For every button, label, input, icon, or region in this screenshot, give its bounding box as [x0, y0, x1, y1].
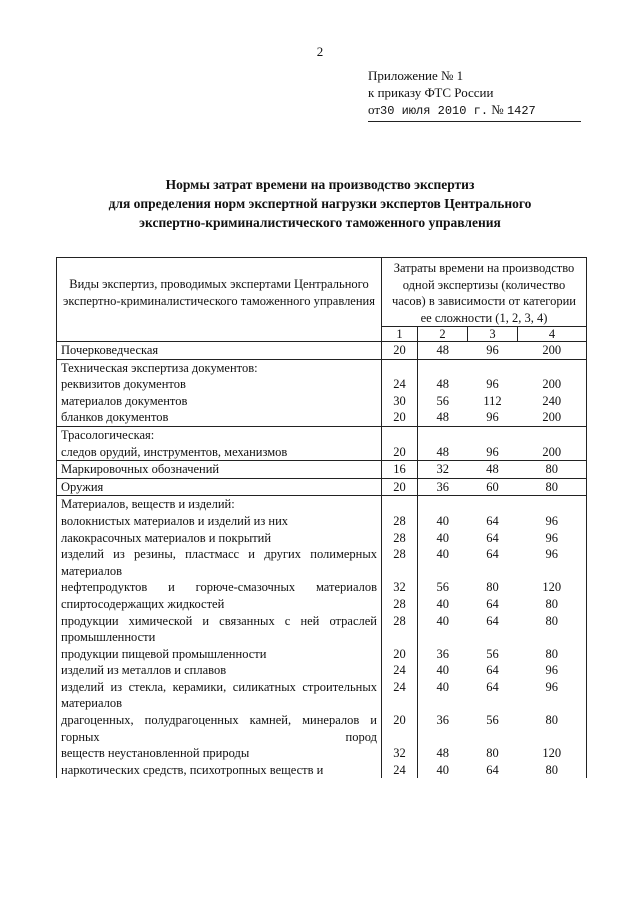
header-category-4: 4: [518, 327, 587, 342]
expertise-name: нефтепродуктов и горюче-смазочных материалов: [57, 579, 382, 596]
hours-category-3: 60: [468, 478, 518, 496]
hours-category-1: [382, 426, 418, 443]
hours-category-2: 48: [436, 377, 449, 392]
title-line1: Нормы затрат времени на производство экспертиз: [165, 177, 475, 192]
expertise-name: материалов документов: [57, 393, 382, 410]
hours-category-3: 56: [486, 646, 499, 661]
table-row: [57, 496, 587, 513]
hours-category-2: 40: [436, 547, 449, 562]
hours-category-1: 24: [382, 662, 418, 679]
hours-category-4: 80: [518, 596, 587, 613]
hours-category-1: 28: [382, 613, 418, 646]
table-row: [57, 513, 587, 530]
header-category-3: 3: [468, 327, 518, 342]
expertise-name: веществ неустановленной природы: [57, 745, 382, 762]
hours-category-4: 200: [518, 376, 587, 393]
hours-category-2: 48: [418, 409, 468, 426]
table-row: [57, 342, 587, 360]
hours-category-1: 20: [382, 478, 418, 496]
header-expertise-types: Виды экспертиз, проводимых экспертами Центрального экспертно-криминалистического таможенного управления: [57, 258, 382, 342]
expertise-name: бланков документов: [57, 409, 382, 426]
hours-category-1: 20: [382, 342, 418, 360]
hours-category-2: [418, 426, 468, 443]
hours-category-3: 64: [486, 663, 499, 678]
hours-category-4: 80: [518, 712, 587, 745]
hours-category-2: 36: [436, 646, 449, 661]
expertise-name: следов орудий, инструментов, механизмов: [57, 444, 382, 461]
order-date: 30 июля 2010 г.: [380, 104, 489, 118]
table-row: [57, 762, 587, 779]
table-row: [57, 546, 587, 579]
hours-category-3: 80: [486, 580, 499, 595]
expertise-name: Техническая экспертиза документов:: [57, 359, 382, 376]
hours-category-4: 120: [518, 579, 587, 596]
expertise-name: реквизитов документов: [57, 376, 382, 393]
hours-category-2: 48: [436, 746, 449, 761]
hours-category-3: 64: [486, 762, 499, 777]
hours-category-3: [468, 426, 518, 443]
table-row: [57, 646, 587, 663]
number-prefix: №: [491, 102, 504, 117]
hours-category-1: 30: [382, 393, 418, 410]
hours-category-4: 200: [518, 444, 587, 461]
hours-category-3: 96: [468, 409, 518, 426]
hours-category-1: 20: [382, 712, 418, 745]
table-row: [57, 393, 587, 410]
hours-category-1: 20: [382, 409, 418, 426]
hours-category-4: 120: [518, 745, 587, 762]
table-row: [57, 596, 587, 613]
hours-category-4: 80: [518, 646, 587, 663]
hours-category-1: 28: [382, 530, 418, 547]
appendix-line1: Приложение № 1: [368, 68, 464, 83]
hours-category-2: 56: [436, 580, 449, 595]
hours-category-3: 96: [486, 377, 499, 392]
hours-category-4: 200: [518, 342, 587, 360]
table-row: [57, 679, 587, 712]
table-row: [57, 444, 587, 461]
table-row: [57, 712, 587, 745]
expertise-name: Материалов, веществ и изделий:: [57, 496, 382, 513]
expertise-name: волокнистых материалов и изделий из них: [57, 513, 382, 530]
hours-category-2: 40: [436, 530, 449, 545]
hours-category-2: 40: [436, 613, 449, 628]
norms-table: [56, 257, 587, 778]
hours-category-2: 36: [418, 478, 468, 496]
table-row: [57, 409, 587, 426]
hours-category-3: 96: [468, 342, 518, 360]
table-row: [57, 613, 587, 646]
table-row: [57, 426, 587, 443]
table-row: [57, 745, 587, 762]
hours-category-1: [382, 496, 418, 513]
hours-category-1: 16: [382, 461, 418, 479]
page-number: 2: [316, 44, 324, 59]
hours-category-2: 40: [436, 762, 449, 777]
hours-category-3: 64: [486, 530, 499, 545]
hours-category-3: 112: [483, 393, 502, 408]
hours-category-2: [418, 496, 468, 513]
expertise-name: лакокрасочных материалов и покрытий: [57, 530, 382, 547]
table-row: [57, 478, 587, 496]
order-number: 1427: [506, 104, 536, 118]
hours-category-4: 80: [518, 613, 587, 646]
hours-category-2: 40: [436, 596, 449, 611]
table-row: [57, 359, 587, 376]
hours-category-2: 40: [436, 679, 449, 694]
hours-category-1: 28: [382, 513, 418, 530]
hours-category-4: 240: [518, 393, 587, 410]
expertise-name: наркотических средств, психотропных веществ и: [57, 762, 382, 779]
hours-category-4: 80: [518, 478, 587, 496]
hours-category-4: 96: [518, 662, 587, 679]
hours-category-2: [418, 359, 468, 376]
hours-category-4: [518, 359, 587, 376]
hours-category-4: 80: [518, 461, 587, 479]
hours-category-1: 28: [382, 546, 418, 579]
hours-category-3: 64: [486, 613, 499, 628]
header-category-1: 1: [382, 327, 418, 342]
hours-category-4: 96: [518, 530, 587, 547]
appendix-date-line: [368, 101, 581, 122]
hours-category-4: 96: [518, 513, 587, 530]
title-line3: экспертно-криминалистического таможенного управления: [139, 215, 501, 230]
hours-category-1: 20: [382, 444, 418, 461]
expertise-name: спиртосодержащих жидкостей: [57, 596, 382, 613]
table-row: [57, 376, 587, 393]
hours-category-2: 40: [436, 513, 449, 528]
expertise-name: драгоценных, полудрагоценных камней, минералов и горных пород: [57, 712, 382, 745]
appendix-block: [368, 67, 581, 122]
title-line2: для определения норм экспертной нагрузки экспертов Центрального: [108, 196, 532, 211]
document-title: [0, 175, 640, 232]
expertise-name: Почерковедческая: [57, 342, 382, 360]
hours-category-1: 32: [382, 579, 418, 596]
table-row: [57, 662, 587, 679]
hours-category-4: 80: [518, 762, 587, 779]
hours-category-3: 64: [486, 596, 499, 611]
hours-category-3: 64: [486, 547, 499, 562]
hours-category-2: 36: [436, 713, 449, 728]
appendix-line2: к приказу ФТС России: [368, 85, 494, 100]
hours-category-1: 24: [382, 376, 418, 393]
expertise-name: Трасологическая:: [57, 426, 382, 443]
table-row: [57, 461, 587, 479]
hours-category-3: 48: [468, 461, 518, 479]
expertise-name: изделий из стекла, керамики, силикатных строительных материалов: [57, 679, 382, 712]
hours-category-3: 64: [486, 679, 499, 694]
expertise-name: Оружия: [57, 478, 382, 496]
hours-category-1: 28: [382, 596, 418, 613]
header-category-2: 2: [418, 327, 468, 342]
hours-category-4: 96: [518, 679, 587, 712]
expertise-name: изделий из металлов и сплавов: [57, 662, 382, 679]
hours-category-1: [382, 359, 418, 376]
hours-category-3: 56: [486, 713, 499, 728]
table-row: [57, 579, 587, 596]
hours-category-2: 48: [418, 444, 468, 461]
date-prefix: от: [368, 102, 381, 117]
hours-category-4: 96: [518, 546, 587, 579]
hours-category-1: 32: [382, 745, 418, 762]
norms-table-wrap: [56, 257, 586, 778]
hours-category-2: 40: [436, 663, 449, 678]
hours-category-1: 24: [382, 679, 418, 712]
hours-category-3: [468, 359, 518, 376]
hours-category-4: [518, 426, 587, 443]
hours-category-4: 200: [518, 409, 587, 426]
expertise-name: продукции пищевой промышленности: [57, 646, 382, 663]
hours-category-2: 32: [418, 461, 468, 479]
expertise-name: изделий из резины, пластмасс и других полимерных материалов: [57, 546, 382, 579]
expertise-name: Маркировочных обозначений: [57, 461, 382, 479]
hours-category-3: [468, 496, 518, 513]
table-body: [57, 342, 587, 779]
table-row: [57, 530, 587, 547]
hours-category-1: 20: [382, 646, 418, 663]
hours-category-4: [518, 496, 587, 513]
hours-category-3: 80: [486, 746, 499, 761]
hours-category-3: 96: [468, 444, 518, 461]
header-time-costs: Затраты времени на производство одной экспертизы (количество часов) в зависимости от категории ее сложности (1, 2, 3, 4): [382, 258, 587, 327]
hours-category-3: 64: [486, 513, 499, 528]
hours-category-1: 24: [382, 762, 418, 779]
hours-category-2: 56: [436, 393, 449, 408]
expertise-name: продукции химической и связанных с ней отраслей промышленности: [57, 613, 382, 646]
hours-category-2: 48: [418, 342, 468, 360]
